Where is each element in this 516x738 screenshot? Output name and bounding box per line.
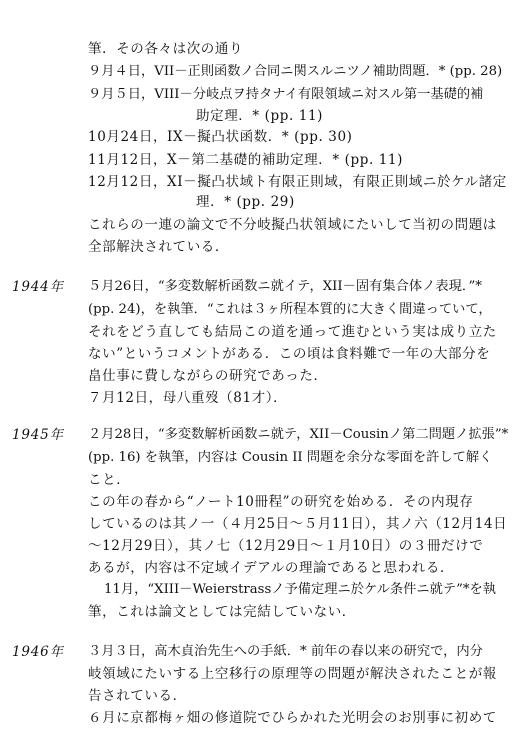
year-label: 1944年 <box>12 279 64 295</box>
text-line: ３月３日，高木貞治先生への手紙．* 前年の春以来の研究で，内分 <box>88 644 483 659</box>
text-line: ７月12日，母八重歿（81才）． <box>88 390 288 406</box>
text-line: ５月26日，“多変数解析函数ニ就イテ，XII－固有集合体ノ表現．”* <box>88 279 482 294</box>
year-label: 1946年 <box>12 644 64 660</box>
text-line: ない”というコメントがある．この頃は食料難で一年の大部分を <box>88 346 491 362</box>
text-line: (pp. 24)，を執筆．“これは３ヶ所程本質的に大きく間違っていて， <box>88 302 492 317</box>
text-line: ９月４日，VII－正則函数ノ合同ニ関スルニツノ補助問題．* (pp. 28) <box>88 64 503 79</box>
text-line: 12月12日，XI－擬凸状域ト有限正則域，有限正則域ニ於ケル諸定 <box>88 174 507 190</box>
text-line: ～12月29日），其ノ七（12月29日～１月10日）の３冊だけで <box>88 538 484 554</box>
text-line: 岐領域にたいする上空移行の原理等の問題が解決されたことが報 <box>88 666 497 682</box>
text-line: 11月12日，X－第二基礎的補助定理．* (pp. 11) <box>88 152 403 168</box>
text-line: 11月，“XIII－Weierstrassノ予備定理ニ於ケル条件ニ就テ”*を執 <box>104 582 497 597</box>
text-line: これらの一連の論文で不分岐擬凸状領域にたいして当初の問題は <box>88 217 497 233</box>
text-line: 筆．その各々は次の通り <box>88 41 244 57</box>
text-line: こと． <box>88 472 131 488</box>
text-line: ６月に京都梅ヶ畑の修道院でひらかれた光明会のお別事に初めて <box>88 710 497 726</box>
text-line: 助定理．* (pp. 11) <box>196 108 324 124</box>
text-line: (pp. 16) を執筆，内容は Cousin II 問題を余分な零面を許して解く <box>88 450 493 465</box>
text-line: 全部解決されている． <box>88 239 229 255</box>
text-line: 筆，これは論文としては完結していない． <box>88 604 356 620</box>
text-line: あるが，内容は不定域イデアルの理論であると思われる． <box>88 560 455 576</box>
text-line: ２月28日，“多変数解析函数ニ就テ，XII－Cousinノ第二問題ノ拡張”* <box>88 427 509 442</box>
text-line: 告されている． <box>88 688 187 704</box>
text-line: それをどう直しても結局この道を通って進むという実は成り立た <box>88 324 497 340</box>
text-line: 畠仕事に費しながらの研究であった． <box>88 368 328 384</box>
text-line: 理．* (pp. 29) <box>196 194 295 210</box>
text-line: 10月24日，IX－擬凸状函数．* (pp. 30) <box>88 129 353 145</box>
text-line: この年の春から“ノート10冊程”の研究を始める．その内現存 <box>88 494 474 510</box>
text-line: ９月５日，VIII－分岐点ヲ持タナイ有限領域ニ対スル第一基礎的補 <box>88 87 484 102</box>
text-line: しているのは其ノ一（４月25日～５月11日），其ノ六（12月14日 <box>88 516 508 532</box>
year-label: 1945年 <box>12 427 64 443</box>
